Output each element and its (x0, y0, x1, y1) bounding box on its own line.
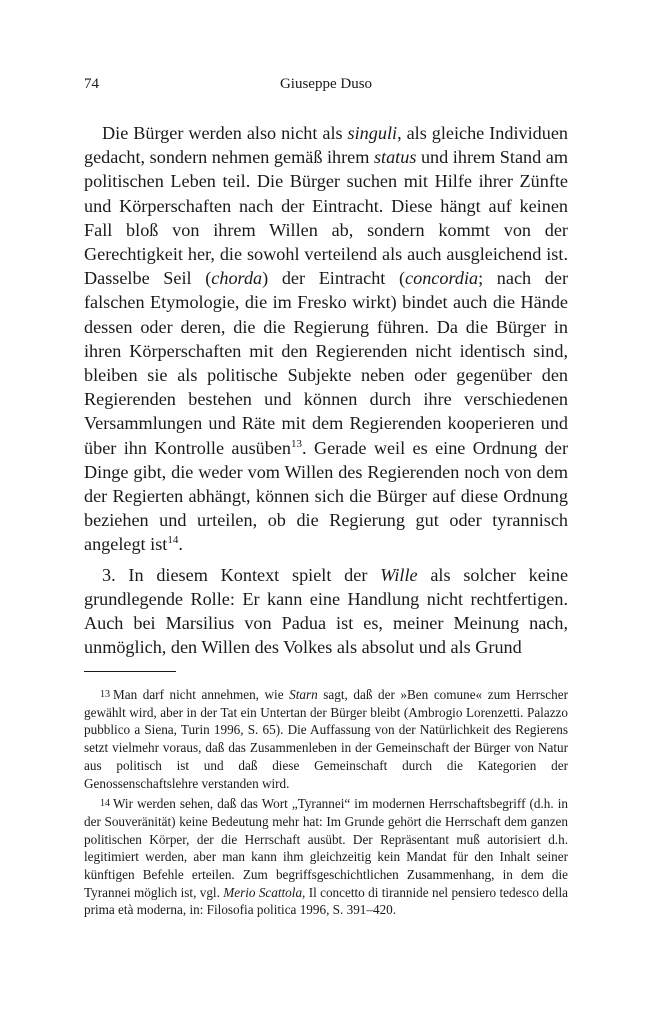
footnote-14 (84, 795, 568, 919)
footnote-13 (84, 686, 568, 792)
italic-term: concordia (405, 268, 479, 289)
text-run: sagt, daß der »Ben comune« zum Herrscher gewählt wird, aber in der Tat ein Untertan der Bürger bleibt (Ambrogio Lorenzetti. Palazzo pubblico a Siena, Turin 1996, S. 65). Die Auffassung von der Natürlichkeit des Regierens setzt vielmehr voraus, daß das Zusammenleben in der Gemeinschaft der Bürger von Natur aus politisch ist und daß diese Gemeinschaft durch die Kategorien der Genossenschaftslehre verstanden wird. (84, 687, 568, 791)
italic-term: Starn (289, 687, 318, 702)
text-run: , als gleiche Individuen gedacht, sondern nehmen gemäß ihrem (84, 123, 568, 168)
text-run: . Gerade weil es eine Ordnung der Dinge gibt, die weder vom Willen des Regierenden noch von dem der Regierten abhängt, können sich die Bürger auf diese Ordnung beziehen und urteilen, ob die Regierung gut oder tyrannisch angelegt ist (84, 437, 569, 555)
italic-term: chorda (211, 268, 263, 289)
text-run: , Il concetto di tirannide nel pensiero tedesco della prima età moderna, in: Filosofia politica 1996, S. 391–420. (84, 884, 569, 918)
italic-term: Merio Scattola (223, 884, 303, 900)
paragraph-1 (84, 121, 568, 557)
text-run: Wir werden sehen, daß das Wort „Tyrannei“ im modernen Herrschaftsbegriff (d.h. in der Souveränität) keine Bedeutung mehr hat: Im Grunde gehört die Herrschaft dem ganzen politischen Körper, der die Herrschaft ausübt. Der Repräsentant muß autorisiert d.h. legitimiert werden, aber man kann ihm gleichzeitig kein Mandat für den Inhalt seiner künftigen Befehle erteilen. Zum begriffsgeschichtlichen Zusammenhang, in dem die Tyrannei möglich ist, vgl. (84, 796, 568, 900)
paragraph-2 (84, 563, 568, 660)
text-run: und ihrem Stand am politischen Leben teil. Die Bürger suchen mit Hilfe ihrer Zünfte und Körperschaften nach der Eintracht. Diese hängt auf keinen Fall bloß von ihrem Willen ab, sondern kommt von der Gerechtigkeit her, die sowohl verteilend als auch ausgleichend ist. Dasselbe Seil ( (84, 147, 568, 289)
footnote-ref-13[interactable]: 13 (291, 437, 303, 450)
running-title: Giuseppe Duso (279, 76, 373, 92)
italic-term: Wille (380, 564, 418, 585)
text-run: 3. In diesem Kontext spielt der (102, 564, 381, 585)
italic-term: singuli (347, 123, 398, 143)
italic-term: status (373, 147, 417, 168)
page-number: 74 (84, 76, 99, 92)
text-run: . (178, 534, 183, 555)
text-run: Die Bürger werden also nicht als (102, 123, 348, 143)
text-run: ; nach der falschen Etymologie, die im Fresko wirkt) bindet auch die Hände dessen oder deren, die die Regierung führen. Da die Bürger in ihren Körperschaften mit den Regierenden nicht identisch sind, bleiben sie als politische Subjekte neben oder gegenüber den Regierenden bestehen und können durch ihre verschiedenen Versammlungen und Räte mit dem Regierenden kooperieren und über ihn Kontrolle ausüben (84, 268, 569, 458)
footnote-number: 14 (100, 798, 110, 810)
text-run: Man darf nicht annehmen, wie (113, 687, 290, 702)
main-text (84, 121, 568, 659)
text-run: ) der Eintracht ( (262, 268, 406, 289)
footnote-number: 13 (100, 689, 110, 700)
footnote-separator (84, 671, 176, 672)
footnotes (84, 686, 568, 919)
page-header (84, 76, 568, 100)
footnote-ref-14[interactable]: 14 (167, 534, 179, 547)
text-run: als solcher keine grundlegende Rolle: Er kann eine Handlung nicht rechtfertigen. Auch bei Marsilius von Padua ist es, meiner Meinung nach, unmöglich, den Willen des Volkes als absolut und als Grund (84, 564, 569, 658)
